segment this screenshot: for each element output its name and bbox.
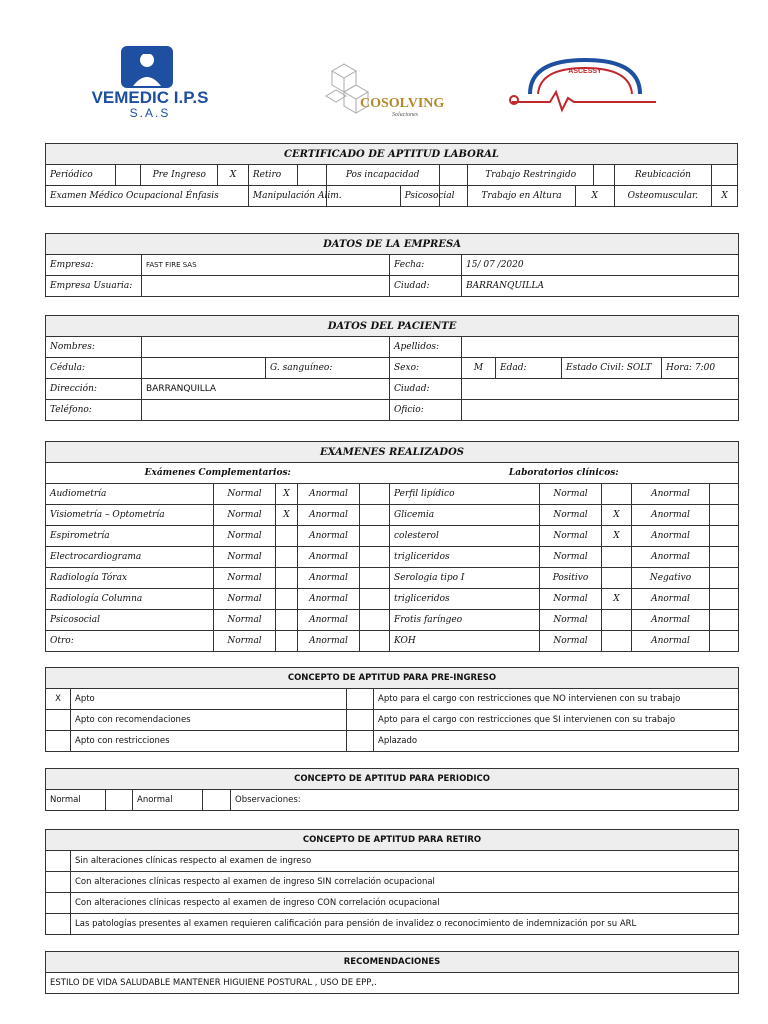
exam-lab-name: Perfil lipídico	[390, 484, 540, 505]
nombres-value[interactable]	[142, 337, 390, 358]
exam-comp-normal: Normal	[214, 547, 276, 568]
preingreso-table	[45, 667, 739, 752]
reubicacion-check[interactable]	[712, 165, 738, 186]
exam-comp-name: Psicosocial	[46, 610, 214, 631]
exam-comp-normal-check[interactable]	[276, 526, 298, 547]
ciudad-value[interactable]: BARRANQUILLA	[462, 276, 739, 297]
retiro-row	[46, 872, 739, 893]
preingreso-right-option: Apto para el cargo con restricciones que NO intervienen con su trabajo	[374, 689, 739, 710]
exam-comp-name: Espirometría	[46, 526, 214, 547]
preingreso-option: Apto con restricciones	[71, 731, 347, 752]
exam-comp-anormal-check[interactable]	[360, 484, 390, 505]
exam-lab-anormal: Negativo	[632, 568, 710, 589]
paciente-table	[45, 315, 739, 421]
oficio-label: Oficio:	[390, 400, 462, 421]
observaciones-label[interactable]: Observaciones:	[231, 790, 739, 811]
ciudad-label: Ciudad:	[390, 276, 462, 297]
retiro-title: CONCEPTO DE APTITUD PARA RETIRO	[46, 830, 739, 851]
oficio-value[interactable]	[462, 400, 739, 421]
exam-comp-name: Audiometría	[46, 484, 214, 505]
nombres-label: Nombres:	[46, 337, 142, 358]
apellidos-label: Apellidos:	[390, 337, 462, 358]
direccion-value[interactable]: BARRANQUILLA	[142, 379, 390, 400]
certificado-title: CERTIFICADO DE APTITUD LABORAL	[46, 144, 738, 165]
ascessy-name: ASCESSY	[568, 68, 602, 75]
exam-comp-anormal-check[interactable]	[360, 505, 390, 526]
preingreso-row	[46, 710, 739, 731]
recomendaciones-title: RECOMENDACIONES	[46, 952, 739, 973]
preingreso-check[interactable]	[46, 710, 71, 731]
exam-comp-normal-check[interactable]: X	[276, 505, 298, 526]
exam-lab-anormal: Anormal	[632, 547, 710, 568]
exam-lab-anormal: Anormal	[632, 631, 710, 652]
preingreso-row	[46, 689, 739, 710]
osteomuscular-check[interactable]: X	[712, 186, 738, 207]
exam-comp-anormal: Anormal	[298, 631, 360, 652]
exam-comp-anormal-check[interactable]	[360, 547, 390, 568]
cosolving-name: COSOLVING	[360, 96, 445, 111]
exam-comp-anormal: Anormal	[298, 589, 360, 610]
exam-comp-normal: Normal	[214, 589, 276, 610]
sanguineo-label: G. sanguíneo:	[266, 358, 390, 379]
exam-comp-name: Otro:	[46, 631, 214, 652]
telefono-label: Teléfono:	[46, 400, 142, 421]
trabajo-restringido-check[interactable]	[594, 165, 614, 186]
estado-civil[interactable]: Estado Civil: SOLT	[562, 358, 662, 379]
trabajo-restringido-label: Trabajo Restringido	[468, 165, 594, 186]
hora[interactable]: Hora: 7:00	[662, 358, 739, 379]
exam-comp-normal-check[interactable]	[276, 568, 298, 589]
retiro-option: Con alteraciones clínicas respecto al examen de ingreso SIN correlación ocupacional	[71, 872, 739, 893]
paciente-ciudad-value[interactable]	[462, 379, 739, 400]
reubicacion-label: Reubicación	[614, 165, 711, 186]
retiro-check[interactable]	[46, 872, 71, 893]
preingreso-option: Apto con recomendaciones	[71, 710, 347, 731]
fecha-value[interactable]: 15/ 07 /2020	[462, 255, 739, 276]
exam-comp-anormal: Anormal	[298, 484, 360, 505]
preingreso-check[interactable]	[46, 731, 71, 752]
exam-lab-name: trigliceridos	[390, 589, 540, 610]
vemedic-name: VEMEDIC I.P.S	[91, 88, 209, 107]
exam-comp-normal-check[interactable]: X	[276, 484, 298, 505]
exam-lab-normal: Normal	[540, 547, 602, 568]
recomendaciones-text[interactable]: ESTILO DE VIDA SALUDABLE MANTENER HIGUIENE POSTURAL , USO DE EPP,.	[46, 973, 739, 994]
exam-lab-normal-check[interactable]: X	[602, 589, 632, 610]
preingreso-right-option: Apto para el cargo con restricciones que SI intervienen con su trabajo	[374, 710, 739, 731]
exam-lab-normal: Normal	[540, 526, 602, 547]
exam-lab-normal: Normal	[540, 589, 602, 610]
paciente-title: DATOS DEL PACIENTE	[46, 316, 739, 337]
exam-lab-normal-check[interactable]	[602, 610, 632, 631]
telefono-value[interactable]	[142, 400, 390, 421]
exam-comp-normal-check[interactable]	[276, 547, 298, 568]
periodico-label: Periódico	[46, 165, 116, 186]
sexo-label: Sexo:	[390, 358, 462, 379]
empresa-label: Empresa:	[46, 255, 142, 276]
exam-comp-name: Radiología Tórax	[46, 568, 214, 589]
ascessy-emblem-icon	[510, 54, 660, 114]
exam-lab-name: Frotis faríngeo	[390, 610, 540, 631]
exam-lab-name: Serologia tipo I	[390, 568, 540, 589]
retiro-check[interactable]	[46, 914, 71, 935]
exam-lab-normal: Normal	[540, 505, 602, 526]
exam-lab-normal-check[interactable]	[602, 484, 632, 505]
exam-comp-normal: Normal	[214, 631, 276, 652]
examen-enfasis-label: Examen Médico Ocupacional Énfasis	[46, 186, 249, 207]
preingreso-right-check[interactable]	[347, 710, 374, 731]
exam-lab-anormal: Anormal	[632, 610, 710, 631]
exam-row	[46, 505, 739, 526]
exam-comp-normal: Normal	[214, 505, 276, 526]
preingreso-title: CONCEPTO DE APTITUD PARA PRE-INGRESO	[46, 668, 739, 689]
examenes-title: EXAMENES REALIZADOS	[46, 442, 739, 463]
laboratorios-title: Laboratorios clínicos:	[390, 463, 739, 484]
exam-comp-anormal-check[interactable]	[360, 589, 390, 610]
osteomuscular-label: Osteomuscular.	[614, 186, 711, 207]
exam-comp-anormal: Anormal	[298, 568, 360, 589]
fecha-label: Fecha:	[390, 255, 462, 276]
exam-lab-anormal: Anormal	[632, 505, 710, 526]
exam-lab-anormal-check[interactable]	[710, 547, 739, 568]
periodico-normal-check[interactable]	[106, 790, 133, 811]
periodico-table	[45, 768, 739, 811]
exam-row	[46, 568, 739, 589]
exam-lab-normal-check[interactable]	[602, 547, 632, 568]
preingreso-check[interactable]: X	[46, 689, 71, 710]
exam-lab-normal: Normal	[540, 631, 602, 652]
exam-row	[46, 547, 739, 568]
vemedic-logo	[85, 38, 215, 123]
retiro-check[interactable]	[298, 165, 327, 186]
preingreso-right-check[interactable]	[347, 689, 374, 710]
exam-comp-anormal-check[interactable]	[360, 631, 390, 652]
exam-comp-anormal-check[interactable]	[360, 526, 390, 547]
retiro-row	[46, 914, 739, 935]
exam-comp-anormal: Anormal	[298, 547, 360, 568]
exam-lab-anormal-check[interactable]	[710, 526, 739, 547]
retiro-row	[46, 893, 739, 914]
exam-comp-normal-check[interactable]	[276, 610, 298, 631]
exam-lab-normal-check[interactable]	[602, 631, 632, 652]
edad-label: Edad:	[496, 358, 562, 379]
empresa-title: DATOS DE LA EMPRESA	[46, 234, 739, 255]
retiro-option: Con alteraciones clínicas respecto al examen de ingreso CON correlación ocupacional	[71, 893, 739, 914]
cosolving-logo	[320, 56, 445, 126]
trabajo-altura-label: Trabajo en Altura	[468, 186, 576, 207]
exam-comp-normal: Normal	[214, 610, 276, 631]
exam-lab-normal: Normal	[540, 484, 602, 505]
exam-lab-anormal-check[interactable]	[710, 484, 739, 505]
retiro-option: Las patologías presentes al examen requieren calificación para pensión de invalidez o reconocimiento de indemnización por su ARL	[71, 914, 739, 935]
exam-lab-name: colesterol	[390, 526, 540, 547]
exam-lab-anormal-check[interactable]	[710, 568, 739, 589]
retiro-check[interactable]	[46, 851, 71, 872]
exam-comp-normal: Normal	[214, 526, 276, 547]
certificado-table	[45, 143, 738, 207]
apellidos-value[interactable]	[462, 337, 739, 358]
exam-lab-normal-check[interactable]: X	[602, 526, 632, 547]
empresa-usuaria-value[interactable]	[142, 276, 390, 297]
recomendaciones-table	[45, 951, 739, 994]
psicosocial-label: Psicosocial	[400, 186, 439, 207]
exam-lab-anormal: Anormal	[632, 589, 710, 610]
pre-ingreso-label: Pre Ingreso	[141, 165, 218, 186]
pos-incapacidad-check[interactable]	[439, 165, 468, 186]
exam-comp-anormal: Anormal	[298, 526, 360, 547]
exam-lab-name: Glicemia	[390, 505, 540, 526]
direccion-label: Dirección:	[46, 379, 142, 400]
preingreso-right-option: Aplazado	[374, 731, 739, 752]
retiro-table	[45, 829, 739, 935]
exam-comp-normal-check[interactable]	[276, 631, 298, 652]
ascessy-logo	[510, 54, 660, 114]
periodico-title: CONCEPTO DE APTITUD PARA PERIODICO	[46, 769, 739, 790]
paciente-ciudad-label: Ciudad:	[390, 379, 462, 400]
pre-ingreso-check[interactable]: X	[218, 165, 249, 186]
exam-lab-name: trigliceridos	[390, 547, 540, 568]
empresa-value[interactable]: FAST FIRE SAS	[142, 255, 390, 276]
exam-comp-normal: Normal	[214, 484, 276, 505]
exam-lab-normal-check[interactable]	[602, 568, 632, 589]
complementarios-title: Exámenes Complementarios:	[46, 463, 390, 484]
periodico-anormal-label: Anormal	[133, 790, 203, 811]
exam-lab-anormal-check[interactable]	[710, 589, 739, 610]
exam-lab-name: KOH	[390, 631, 540, 652]
exam-comp-anormal-check[interactable]	[360, 568, 390, 589]
exam-lab-normal: Positivo	[540, 568, 602, 589]
cedula-label: Cédula:	[46, 358, 142, 379]
exam-lab-anormal: Anormal	[632, 526, 710, 547]
periodico-normal-label: Normal	[46, 790, 106, 811]
exam-comp-anormal: Anormal	[298, 505, 360, 526]
retiro-row	[46, 851, 739, 872]
preingreso-row	[46, 731, 739, 752]
exam-comp-anormal: Anormal	[298, 610, 360, 631]
manipulacion-label: Manipulación Alim.	[248, 186, 326, 207]
pos-incapacidad-label: Pos incapacidad	[326, 165, 439, 186]
exam-comp-name: Electrocardiograma	[46, 547, 214, 568]
trabajo-altura-check[interactable]: X	[575, 186, 614, 207]
logo-header	[0, 38, 768, 128]
exam-row	[46, 631, 739, 652]
cosolving-sub: Soluciones	[392, 112, 418, 118]
exam-row	[46, 484, 739, 505]
exam-row	[46, 610, 739, 631]
exam-lab-anormal: Anormal	[632, 484, 710, 505]
exam-lab-normal-check[interactable]: X	[602, 505, 632, 526]
periodico-check[interactable]	[115, 165, 141, 186]
cedula-value[interactable]	[142, 358, 266, 379]
exam-comp-normal-check[interactable]	[276, 589, 298, 610]
periodico-anormal-check[interactable]	[203, 790, 231, 811]
exam-row	[46, 526, 739, 547]
exam-row	[46, 589, 739, 610]
empresa-usuaria-label: Empresa Usuaria:	[46, 276, 142, 297]
examenes-table	[45, 441, 739, 652]
retiro-option: Sin alteraciones clínicas respecto al examen de ingreso	[71, 851, 739, 872]
exam-comp-name: Radiología Columna	[46, 589, 214, 610]
empresa-table	[45, 233, 739, 297]
exam-comp-anormal-check[interactable]	[360, 610, 390, 631]
exam-lab-anormal-check[interactable]	[710, 631, 739, 652]
sexo-value[interactable]: M	[462, 358, 496, 379]
exam-lab-normal: Normal	[540, 610, 602, 631]
retiro-check[interactable]	[46, 893, 71, 914]
vemedic-sub: S.A.S	[129, 106, 171, 120]
preingreso-right-check[interactable]	[347, 731, 374, 752]
exam-comp-name: Visiometría – Optometría	[46, 505, 214, 526]
exam-lab-anormal-check[interactable]	[710, 610, 739, 631]
retiro-label: Retiro	[248, 165, 297, 186]
exam-lab-anormal-check[interactable]	[710, 505, 739, 526]
exam-comp-normal: Normal	[214, 568, 276, 589]
preingreso-option: Apto	[71, 689, 347, 710]
